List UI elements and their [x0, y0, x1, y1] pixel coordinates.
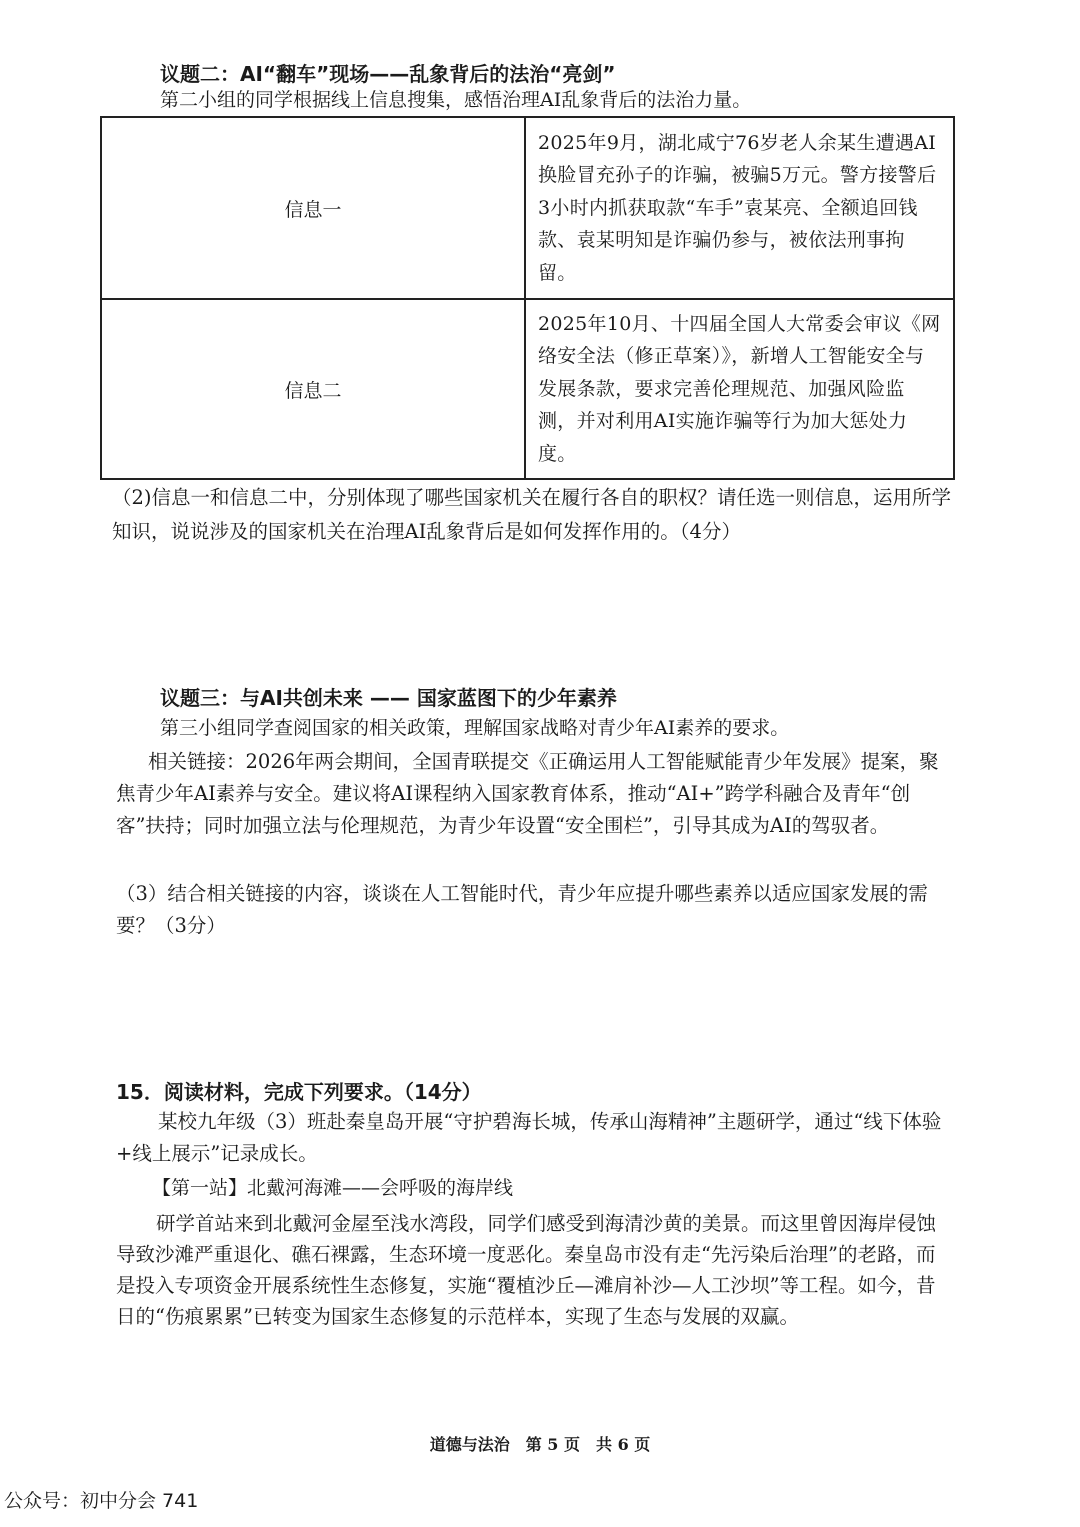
table-row — [101, 299, 954, 479]
table-row — [101, 117, 954, 299]
question-3: （3）结合相关链接的内容，谈谈在人工智能时代，青少年应提升哪些素养以适应国家发展的需要？（3分） — [116, 882, 928, 937]
topic2-intro: 第二小组的同学根据线上信息搜集，感悟治理AI乱象背后的法治力量。 — [160, 89, 752, 111]
info1-label: 信息一 — [101, 117, 525, 299]
page-footer: 道德与法治 第 5 页 共 6 页 — [429, 1435, 651, 1454]
info2-label: 信息二 — [101, 299, 525, 479]
question-2: （2)信息一和信息二中，分别体现了哪些国家机关在履行各自的职权？请任选一则信息，运用所学知识，说说涉及的国家机关在治理AI乱象背后是如何发挥作用的。（4分） — [112, 486, 952, 543]
info2-text: 2025年10月、十四届全国人大常委会审议《网络安全法（修正草案）》，新增人工智能安全与发展条款，要求完善伦理规范、加强风险监测，并对利用AI实施诈骗等行为加大惩处力度。 — [525, 299, 954, 479]
watermark: 公众号：初中分会 741 — [4, 1490, 199, 1512]
topic3-intro: 第三小组同学查阅国家的相关政策，理解国家战略对青少年AI素养的要求。 — [160, 717, 790, 739]
q15-title: 15．阅读材料，完成下列要求。（14分） — [116, 1080, 482, 1104]
station1-title: 【第一站】北戴河海滩——会呼吸的海岸线 — [152, 1177, 514, 1199]
topic3-title: 议题三：与AI共创未来 —— 国家蓝图下的少年素养 — [160, 686, 617, 710]
topic2-title: 议题二：AI“翻车”现场——乱象背后的法治“亮剑” — [160, 62, 616, 86]
info1-text: 2025年9月，湖北咸宁76岁老人余某生遭遇AI换脸冒充孙子的诈骗，被骗5万元。警方接警后3小时内抓获取款“车手”袁某亮、全额追回钱款、袁某明知是诈骗仍参与，被依法刑事拘留。 — [525, 117, 954, 299]
info-table — [100, 116, 955, 480]
q15-intro: 某校九年级（3）班赴秦皇岛开展“守护碧海长城，传承山海精神”主题研学，通过“线下体验+线上展示”记录成长。 — [116, 1110, 942, 1165]
related-link: 相关链接：2026年两会期间，全国青联提交《正确运用人工智能赋能青少年发展》提案，聚焦青少年AI素养与安全。建议将AI课程纳入国家教育体系，推动“AI+”跨学科融合及青年“创客”扶持；同时加强立法与伦理规范，为青少年设置“安全围栏”，引导其成为AI的驾驭者。 — [116, 750, 939, 837]
station1-text: 研学首站来到北戴河金屋至浅水湾段，同学们感受到海清沙黄的美景。而这里曾因海岸侵蚀导致沙滩严重退化、礁石裸露，生态环境一度恶化。秦皇岛市没有走“先污染后治理”的老路，而是投入专项资金开展系统性生态修复，实施“覆植沙丘—滩肩补沙—人工沙坝”等工程。如今，昔日的“伤痕累累”已转变为国家生态修复的示范样本，实现了生态与发展的双赢。 — [116, 1212, 937, 1328]
